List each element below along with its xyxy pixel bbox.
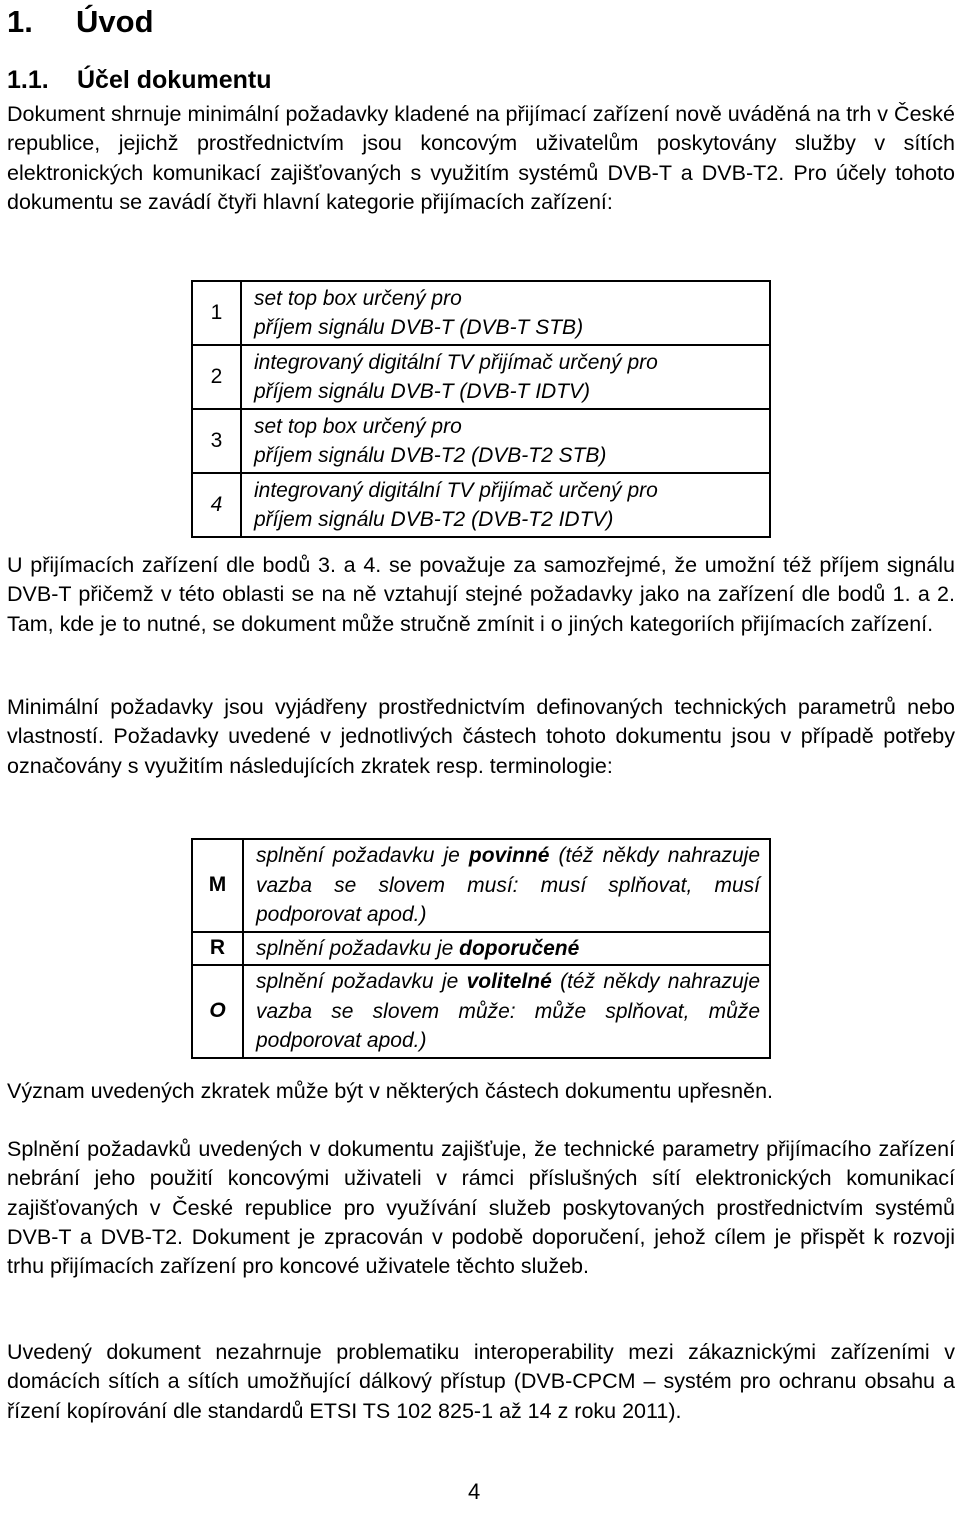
section-heading [7,62,271,98]
table-row [192,965,770,1058]
page-number: 4 [468,1479,481,1504]
definition-text: splnění požadavku je [256,936,460,960]
body-paragraph: Splnění požadavků uvedených v dokumentu zajišťuje, že technické parametry přijímacího zařízení nebrání jeho použití koncovými uživateli v rámci příslušných sítí elektronických komunikací zajišťovaných v České republice pro využívání služeb poskytovaných prostřednictvím systémů DVB-T a DVB-T2. Dokument je zpracován v podobě doporučení, jehož cílem je přispět k rozvoji trhu přijímacích zařízení pro koncové uživatele těchto služeb. [7,1137,955,1279]
category-number: 3 [192,409,241,473]
body-paragraph: U přijímacích zařízení dle bodů 3. a 4. se považuje za samozřejmé, že umožní též příjem signálu DVB-T přičemž v této oblasti se na ně vztahují stejné požadavky jako na zařízení dle bodů 1. a 2. Tam, kde je to nutné, se dokument může stručně zmínit i o jiných kategoriích přijímacích zařízení. [7,553,955,636]
table-row [192,409,770,473]
definition-term: volitelné [466,970,552,993]
category-line: set top box určený pro [254,287,462,310]
body-paragraph: Minimální požadavky jsou vyjádřeny prostřednictvím definovaných technických parametrů nebo vlastností. Požadavky uvedené v jednotlivých částech tohoto dokumentu jsou v případě potřeby označovány s využitím následujících zkratek resp. terminologie: [7,695,955,778]
abbreviation-key: O [192,965,243,1058]
category-line: příjem signálu DVB-T (DVB-T STB) [254,316,584,339]
definition-term: povinné [468,844,550,867]
section-number: 1.1. [7,66,49,94]
chapter-title: Úvod [76,4,154,39]
category-description [241,473,770,537]
abbreviations-table [191,838,771,1059]
category-number: 1 [192,281,241,345]
chapter-heading [7,2,154,42]
table-row [192,932,770,966]
category-line: integrovaný digitální TV přijímač určený pro [254,351,658,374]
intro-paragraph: Dokument shrnuje minimální požadavky kladené na přijímací zařízení nově uváděná na trh v České republice, jejichž prostřednictvím jsou koncovým uživatelům poskytovány služby v sítích elektronických komunikací zajišťovaných s využitím systémů DVB-T a DVB-T2. Pro účely tohoto dokumentu se zavádí čtyři hlavní kategorie přijímacích zařízení: [7,102,955,214]
definition-text: (též někdy nahrazuje vazba se slovem může: může splňovat, může podporovat apod.) [256,970,760,1052]
body-paragraph: Význam uvedených zkratek může být v některých částech dokumentu upřesněn. [7,1079,774,1103]
category-number: 2 [192,345,241,409]
chapter-number: 1. [7,4,33,39]
abbreviation-key: M [192,839,243,932]
definition-text: (též někdy nahrazuje vazba se slovem musí: musí splňovat, musí podporovat apod.) [256,844,760,926]
table-row [192,839,770,932]
table-row [192,281,770,345]
category-description [241,409,770,473]
section-title: Účel dokumentu [77,66,272,94]
definition-term: doporučené [459,936,580,960]
category-line: integrovaný digitální TV přijímač určený pro [254,479,658,502]
table-row [192,345,770,409]
category-line: příjem signálu DVB-T2 (DVB-T2 IDTV) [254,508,614,531]
definition-text: splnění požadavku je [256,844,469,867]
category-description [241,281,770,345]
abbreviation-definition [243,965,770,1058]
category-line: příjem signálu DVB-T2 (DVB-T2 STB) [254,444,607,467]
category-line: příjem signálu DVB-T (DVB-T IDTV) [254,380,591,403]
abbreviation-definition [243,932,770,966]
category-number: 4 [192,473,241,537]
abbreviation-definition [243,839,770,932]
receiver-categories-table [191,280,771,538]
body-paragraph: Uvedený dokument nezahrnuje problematiku interoperability mezi zákaznickými zařízeními v domácích sítích a sítích umožňující dálkový přístup (DVB-CPCM – systém pro ochranu obsahu a řízení kopírování dle standardů ETSI TS 102 825-1 až 14 z roku 2011). [7,1340,955,1423]
category-description [241,345,770,409]
table-row [192,473,770,537]
category-line: set top box určený pro [254,415,462,438]
abbreviation-key: R [192,932,243,966]
definition-text: splnění požadavku je [256,970,467,993]
